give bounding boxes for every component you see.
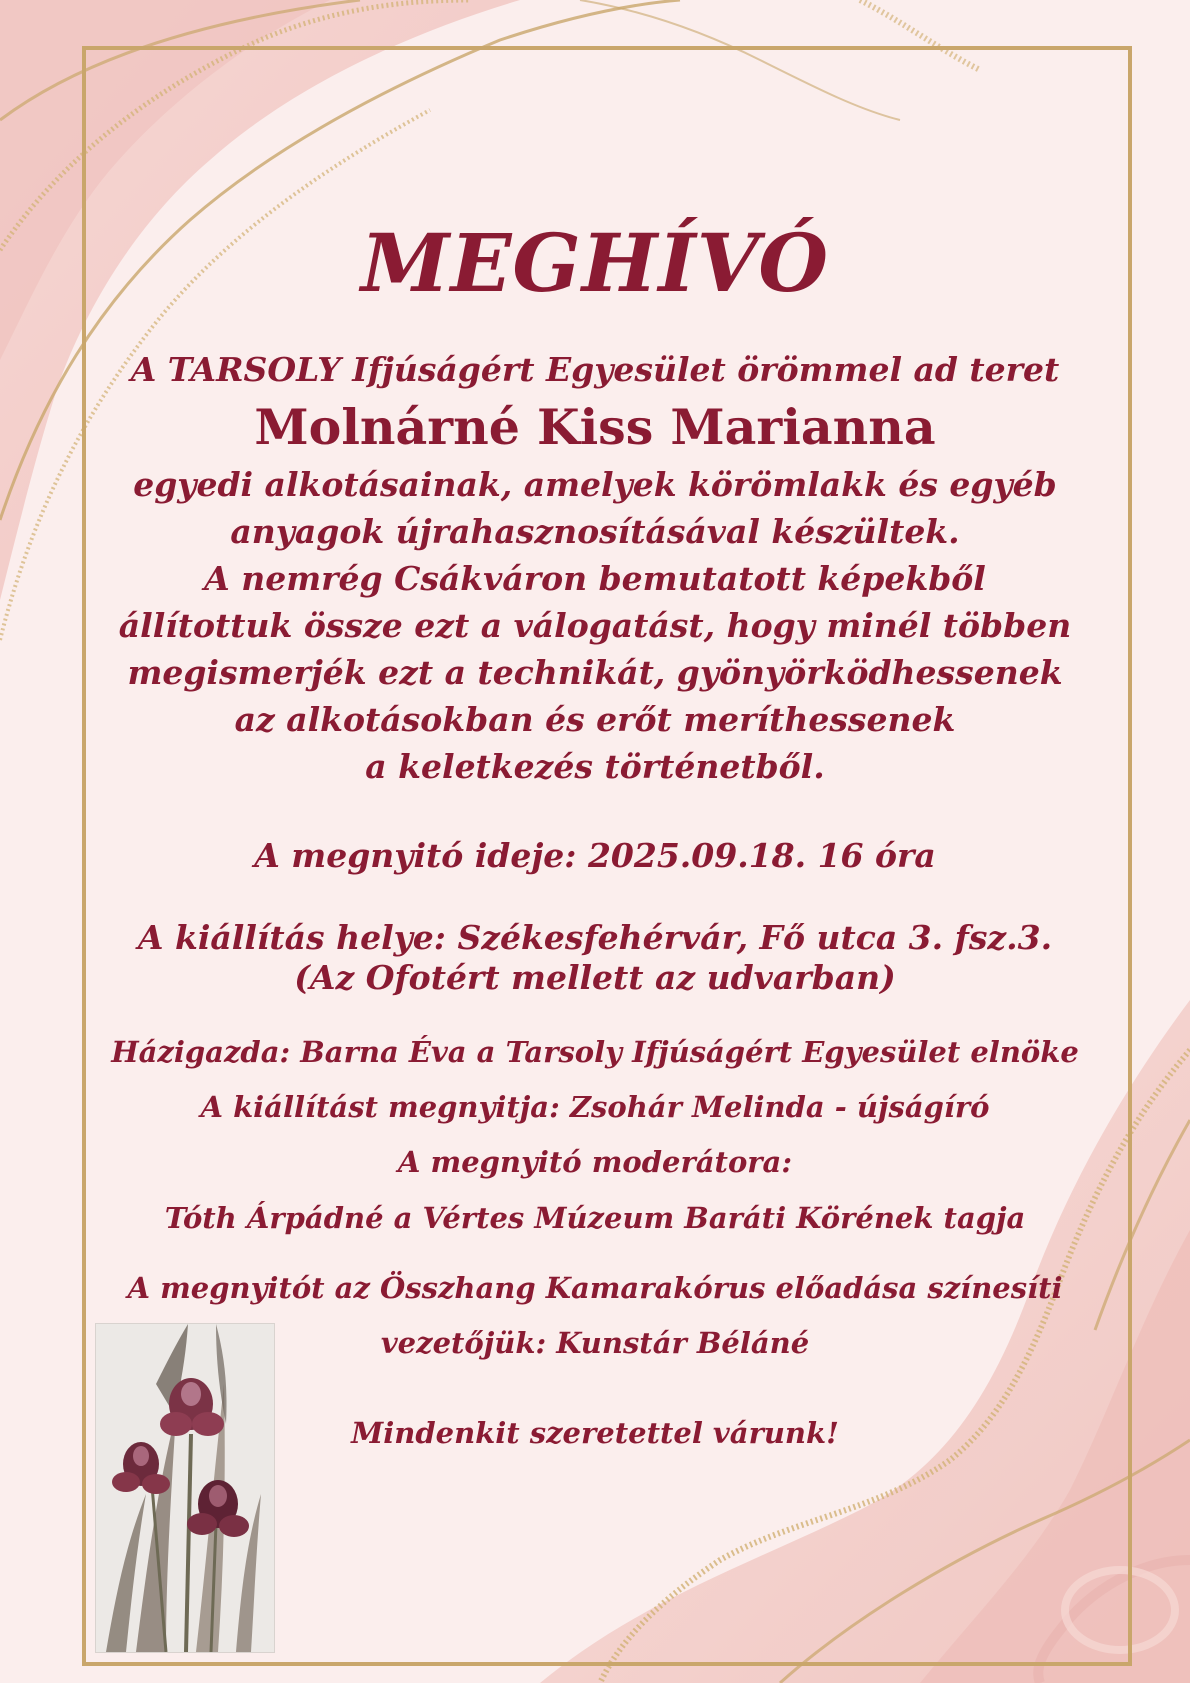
choir-leader-line: vezetőjük: Kunstár Béláné: [380, 1326, 810, 1360]
intro-line: A TARSOLY Ifjúságért Egyesület örömmel ad teret: [130, 350, 1060, 389]
description-line: állítottuk össze ezt a válogatást, hogy minél többen: [118, 606, 1072, 645]
closing-line: Mindenkit szeretettel várunk!: [351, 1416, 839, 1450]
host-line: Házigazda: Barna Éva a Tarsoly Ifjúságért Egyesület elnöke: [111, 1035, 1079, 1069]
opening-time: A megnyitó ideje: 2025.09.18. 16 óra: [254, 836, 936, 875]
description-line: anyagok újrahasznosításával készültek.: [230, 512, 960, 551]
moderator-line: Tóth Árpádné a Vértes Múzeum Baráti Körének tagja: [164, 1201, 1026, 1235]
iris-painting: [96, 1324, 274, 1652]
description-line: egyedi alkotásainak, amelyek körömlakk és egyéb: [133, 465, 1057, 504]
location-note: (Az Ofotért mellett az udvarban): [294, 958, 896, 997]
description-line: a keletkezés történetből.: [365, 747, 825, 786]
choir-line: A megnyitót az Összhang Kamarakórus előadása színesíti: [127, 1271, 1063, 1305]
opener-line: A kiállítást megnyitja: Zsohár Melinda - újságíró: [200, 1090, 990, 1124]
page-title: MEGHÍVÓ: [360, 216, 830, 310]
iris-flowers-icon: [96, 1324, 274, 1652]
moderator-label: A megnyitó moderátora:: [397, 1145, 793, 1179]
exhibition-location: A kiállítás helye: Székesfehérvár, Fő utca 3. fsz.3.: [137, 918, 1053, 957]
description-line: A nemrég Csákváron bemutatott képekből: [204, 559, 986, 598]
description-line: megismerjék ezt a technikát, gyönyörködhessenek: [127, 653, 1063, 692]
description-line: az alkotásokban és erőt meríthessenek: [234, 700, 956, 739]
artist-name: Molnárné Kiss Marianna: [254, 398, 936, 456]
